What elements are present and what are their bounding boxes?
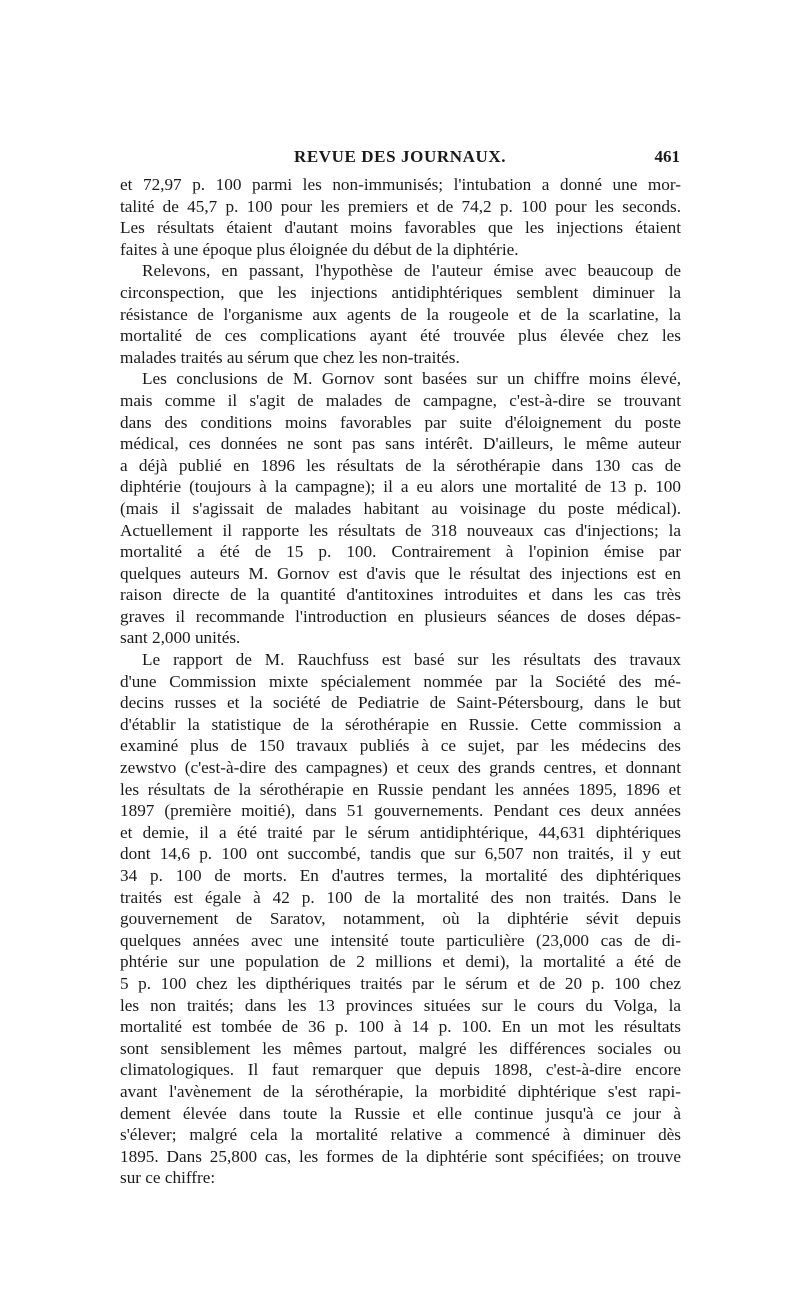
text-line: s'élever; malgré cela la mortalité relative a commencé à diminuer dès [120, 1125, 681, 1145]
text-line: 1897 (première moitié), dans 51 gouvernements. Pendant ces deux années [120, 801, 681, 821]
text-line: phtérie sur une population de 2 millions et demi), la mortalité a été de [120, 952, 681, 972]
text-line: climatologiques. Il faut remarquer que depuis 1898, c'est-à-dire encore [120, 1060, 681, 1080]
text-line: dement élevée dans toute la Russie et elle continue jusqu'à ce jour à [120, 1103, 681, 1123]
text-line: circonspection, que les injections antidiphtériques semblent diminuer la [120, 282, 681, 302]
text-line: mortalité a été de 15 p. 100. Contrairement à l'opinion émise par [120, 542, 681, 562]
paragraph-start-line: Le rapport de M. Rauchfuss est basé sur les résultats des travaux [142, 650, 681, 670]
text-line: traités est égale à 42 p. 100 de la mortalité des non traités. Dans le [120, 887, 681, 907]
text-line: raison directe de la quantité d'antitoxines introduites et dans les cas très [120, 585, 681, 605]
text-line: résistance de l'organisme aux agents de la rougeole et de la scarlatine, la [120, 304, 681, 324]
text-line: quelques auteurs M. Gornov est d'avis que le résultat des injections est en [120, 563, 681, 583]
text-line: examiné plus de 150 travaux publiés à ce sujet, par les médecins des [120, 736, 681, 756]
text-line: talité de 45,7 p. 100 pour les premiers et de 74,2 p. 100 pour les seconds. [120, 196, 681, 216]
text-line: quelques années avec une intensité toute particulière (23,000 cas de di- [120, 930, 681, 950]
running-title: REVUE DES JOURNAUX. [293, 147, 507, 166]
text-line: 1895. Dans 25,800 cas, les formes de la diphtérie sont spécifiées; on trouve [120, 1146, 681, 1166]
text-line: et 72,97 p. 100 parmi les non-immunisés; l'intubation a donné une mor- [120, 175, 681, 194]
text-line: les non traités; dans les 13 provinces situées sur le cours du Volga, la [120, 995, 681, 1015]
text-line: diphtérie (toujours à la campagne); il a eu alors une mortalité de 13 p. 100 [120, 477, 681, 497]
text-line: et demie, il a été traité par le sérum antidiphtérique, 44,631 diphtériques [120, 822, 681, 842]
paragraph-start-line: Les conclusions de M. Gornov sont basées sur un chiffre moins élevé, [142, 369, 681, 389]
running-head [120, 147, 680, 169]
article-text [120, 174, 681, 1189]
text-line: sant 2,000 unités. [120, 628, 241, 648]
text-line: dont 14,6 p. 100 ont succombé, tandis que sur 6,507 non traités, il y eut [120, 844, 681, 864]
text-line: zewstvo (c'est-à-dire des campagnes) et ceux des grands centres, et donnant [120, 758, 681, 778]
text-line: (mais il s'agissait de malades habitant au voisinage du poste médical). [120, 498, 681, 518]
text-line: malades traités au sérum que chez les non-traités. [120, 347, 460, 367]
text-line: a déjà publié en 1896 les résultats de la sérothérapie dans 130 cas de [120, 455, 681, 475]
text-line: Les résultats étaient d'autant moins favorables que les injections étaient [120, 218, 681, 238]
page-number: 461 [654, 147, 680, 166]
text-line: 5 p. 100 chez les dipthériques traités par le sérum et de 20 p. 100 chez [120, 973, 681, 993]
text-line: les résultats de la sérothérapie en Russie pendant les années 1895, 1896 et [120, 779, 681, 799]
text-line: avant l'avènement de la sérothérapie, la morbidité diphtérique s'est rapi- [120, 1081, 681, 1101]
text-line: sont sensiblement les mêmes partout, malgré les différences sociales ou [120, 1038, 681, 1058]
text-line: faites à une époque plus éloignée du début de la diphtérie. [120, 239, 519, 259]
text-line: d'établir la statistique de la sérothérapie en Russie. Cette commission a [120, 714, 681, 734]
text-line: Actuellement il rapporte les résultats de 318 nouveaux cas d'injections; la [120, 520, 681, 540]
text-line: gouvernement de Saratov, notamment, où la diphtérie sévit depuis [120, 909, 681, 929]
text-line: d'une Commission mixte spécialement nommée par la Société des mé- [120, 671, 681, 691]
text-line: sur ce chiffre: [120, 1168, 216, 1188]
text-line: mortalité de ces complications ayant été trouvée plus élevée chez les [120, 326, 681, 346]
text-line: mortalité est tombée de 36 p. 100 à 14 p. 100. En un mot les résultats [120, 1017, 681, 1037]
paragraph-start-line: Relevons, en passant, l'hypothèse de l'auteur émise avec beaucoup de [142, 261, 681, 281]
text-line: graves il recommande l'introduction en plusieurs séances de doses dépas- [120, 606, 681, 626]
text-line: médical, ces données ne sont pas sans intérêt. D'ailleurs, le même auteur [120, 434, 681, 454]
text-line: 34 p. 100 de morts. En d'autres termes, la mortalité des diphtériques [120, 866, 681, 885]
text-line: decins russes et la société de Pediatrie de Saint-Pétersbourg, dans le but [120, 693, 681, 713]
text-line: dans des conditions moins favorables par suite d'éloignement du poste [120, 412, 681, 432]
text-line: mais comme il s'agit de malades de campagne, c'est-à-dire se trouvant [120, 390, 681, 410]
